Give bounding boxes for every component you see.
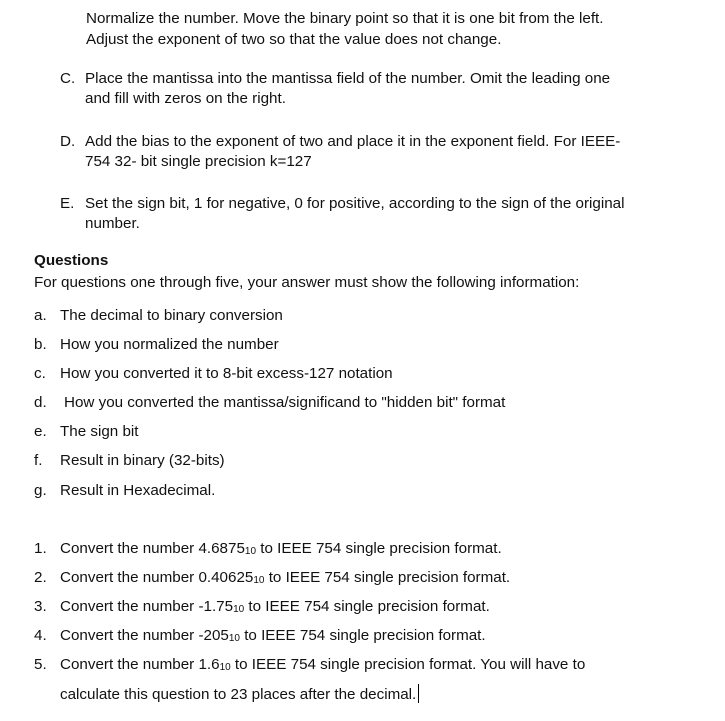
- problem-marker: 5.: [34, 656, 47, 673]
- problem-marker: 2.: [34, 569, 47, 586]
- base-subscript: 10: [233, 604, 245, 615]
- problem-marker: 3.: [34, 598, 47, 615]
- requirement-marker: f.: [34, 452, 43, 469]
- step-text-line-1: Add the bias to the exponent of two and place it in the exponent field. For IEEE-: [85, 133, 621, 150]
- normalize-line-1: Normalize the number. Move the binary point so that it is one bit from the left.: [86, 10, 604, 27]
- step-marker: E.: [60, 195, 75, 212]
- text-cursor: [418, 684, 419, 703]
- questions-heading: Questions: [34, 252, 109, 269]
- problem-text: Convert the number $4.6875_{10}$ to IEEE 754 single precision format.: [60, 540, 502, 557]
- problem-text: Convert the number $-1.75_{10}$ to IEEE 754 single precision format.: [60, 598, 490, 615]
- requirement-marker: a.: [34, 307, 47, 324]
- problem-text: Convert the number $-205_{10}$ to IEEE 754 single precision format.: [60, 627, 486, 644]
- problem-marker: 4.: [34, 627, 47, 644]
- requirement-marker: d.: [34, 394, 47, 411]
- step-text-line-2: 754 32- bit single precision k=127: [85, 153, 312, 170]
- step-marker: D.: [60, 133, 76, 150]
- requirement-text: How you normalized the number: [60, 336, 279, 353]
- step-text-line-2: and fill with zeros on the right.: [85, 90, 286, 107]
- requirement-text: The decimal to binary conversion: [60, 307, 283, 324]
- step-text-line-1: Place the mantissa into the mantissa field of the number. Omit the leading one: [85, 70, 611, 87]
- requirement-text: How you converted the mantissa/significand to "hidden bit" format: [64, 394, 506, 411]
- questions-intro: For questions one through five, your answer must show the following information:: [34, 274, 580, 291]
- step-text-line-1: Set the sign bit, 1 for negative, 0 for positive, according to the sign of the original: [85, 195, 625, 212]
- problem-text-line-2: calculate this question to 23 places after the decimal.: [60, 684, 419, 705]
- problem-text: Convert the number $0.40625_{10}$ to IEEE 754 single precision format.: [60, 569, 511, 586]
- base-subscript: 10: [253, 575, 265, 586]
- requirement-text: The sign bit: [60, 423, 139, 440]
- requirement-text: Result in Hexadecimal.: [60, 482, 216, 499]
- requirement-text: How you converted it to 8-bit excess-127 notation: [60, 365, 393, 382]
- problem-text: Convert the number $1.6_{10}$ to IEEE 754 single precision format. You will have to: [60, 656, 586, 673]
- step-text-line-2: number.: [85, 215, 140, 232]
- step-marker: C.: [60, 70, 76, 87]
- requirement-text: Result in binary (32-bits): [60, 452, 225, 469]
- base-subscript: 10: [244, 546, 257, 557]
- requirement-marker: b.: [34, 336, 47, 353]
- problem-marker: 1.: [34, 540, 47, 557]
- requirement-marker: g.: [34, 482, 47, 499]
- requirement-marker: c.: [34, 365, 46, 382]
- base-subscript: 10: [219, 662, 231, 673]
- normalize-line-2: Adjust the exponent of two so that the value does not change.: [86, 31, 502, 48]
- requirement-marker: e.: [34, 423, 47, 440]
- base-subscript: 10: [228, 633, 240, 644]
